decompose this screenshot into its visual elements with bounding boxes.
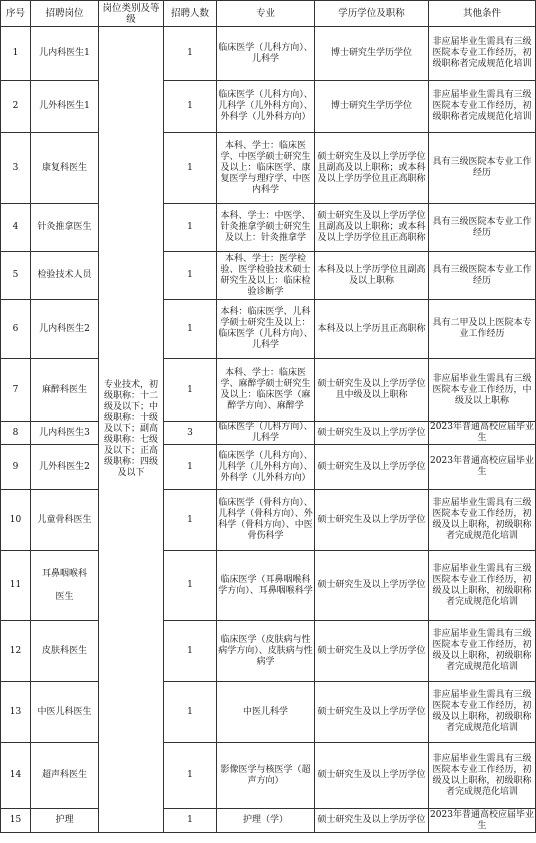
cell-major: 临床医学（儿科方向）、儿科学（儿外科方向）、外科学（儿外科方向）	[217, 445, 315, 490]
cell-other: 具有三级医院本专业工作经历	[429, 133, 536, 204]
cell-degree: 硕士研究生及以上学历学位	[315, 445, 429, 490]
cell-position: 针灸推拿医生	[31, 204, 99, 252]
cell-seq: 8	[1, 422, 31, 445]
cell-count: 1	[164, 252, 217, 300]
cell-seq: 3	[1, 133, 31, 204]
header-row	[1, 1, 536, 27]
cell-other: 具有三级医院本专业工作经历	[429, 204, 536, 252]
cell-degree: 本科及以上学历且正高职称	[315, 300, 429, 359]
cell-degree: 博士研究生学历学位	[315, 81, 429, 133]
cell-other: 非应届毕业生需具有三级医院本专业工作经历，中级及以上职称	[429, 359, 536, 422]
table-row	[1, 621, 536, 682]
cell-other: 2023年普通高校应届毕业生	[429, 445, 536, 490]
cell-major: 临床医学（儿科方向）、儿科学（儿外科方向）、外科学（儿外科方向）	[217, 81, 315, 133]
cell-count: 1	[164, 682, 217, 743]
cell-seq: 4	[1, 204, 31, 252]
header-major: 专业	[217, 1, 315, 27]
cell-degree: 硕士研究生及以上学历学位	[315, 621, 429, 682]
cell-seq: 14	[1, 743, 31, 809]
cell-position: 检验技术人员	[31, 252, 99, 300]
table-row	[1, 445, 536, 490]
cell-count: 1	[164, 445, 217, 490]
cell-degree: 本科及以上学历学位且副高及以上职称	[315, 252, 429, 300]
cell-other: 非应届毕业生需具有三级医院本专业工作经历，初级及以上职称，初级职称者完成规范化培训	[429, 490, 536, 551]
cell-position-line-2: 医生	[55, 591, 74, 602]
cell-other: 2023年普通高校应届毕业生	[430, 422, 534, 443]
cell-position: 护理	[31, 809, 99, 833]
cell-major: 本科、学士：临床医学、麻醉学硕士研究生及以上：临床医学（麻醉学方向）、麻醉学	[217, 359, 315, 422]
cell-count: 1	[164, 204, 217, 252]
cell-seq: 10	[1, 490, 31, 551]
header-count: 招聘人数	[164, 1, 217, 27]
cell-major: 本科：临床医学、儿科学硕士研究生及以上：临床医学（儿科方向）、儿科学	[217, 300, 315, 359]
cell-major: 本科、学士：临床医学、中医学硕士研究生及以上：临床医学、康复医学与理疗学、中医内科学	[217, 133, 315, 204]
cell-seq: 6	[1, 300, 31, 359]
header-category: 岗位类别及等级	[99, 1, 164, 27]
cell-seq: 7	[1, 359, 31, 422]
cell-count: 1	[164, 621, 217, 682]
cell-position: 麻醉科医生	[31, 359, 99, 422]
cell-major: 临床医学（儿科方向）、儿科学	[217, 27, 315, 81]
table-row	[1, 743, 536, 809]
cell-seq: 13	[1, 682, 31, 743]
cell-other: 2023年普通高校应届毕业生	[430, 809, 534, 831]
table-row	[1, 204, 536, 252]
header-other: 其他条件	[429, 1, 536, 27]
header-position: 招聘岗位	[31, 1, 99, 27]
cell-count: 1	[164, 359, 217, 422]
table-row	[1, 809, 536, 833]
cell-count: 1	[164, 490, 217, 551]
cell-other: 具有三级医院本专业工作经历	[429, 252, 536, 300]
cell-seq: 1	[1, 27, 31, 81]
table-row	[1, 551, 536, 621]
cell-count: 1	[164, 133, 217, 204]
cell-position: 康复科医生	[31, 133, 99, 204]
cell-seq: 9	[1, 445, 31, 490]
cell-seq: 12	[1, 621, 31, 682]
cell-degree: 硕士研究生及以上学历学位且副高及以上职称；或本科及以上学历学位且正高职称	[315, 133, 429, 204]
cell-position: 儿童骨科医生	[31, 490, 99, 551]
cell-count: 1	[164, 743, 217, 809]
cell-position: 儿外科医生2	[31, 445, 99, 490]
cell-seq: 11	[1, 551, 31, 621]
cell-other: 非应届毕业生需具有三级医院本专业工作经历，初级职称者完成规范化培训	[429, 27, 536, 81]
cell-position: 儿外科医生1	[31, 81, 99, 133]
cell-seq: 2	[1, 81, 31, 133]
cell-degree: 硕士研究生及以上学历学位且副高及以上职称；或本科及以上学历学位且正高职称	[315, 204, 429, 252]
cell-count: 1	[164, 551, 217, 621]
cell-position: 儿内科医生3	[31, 422, 99, 445]
cell-position-line-1: 耳鼻咽喉科	[41, 568, 87, 579]
cell-major: 本科、学士：中医学、针灸推拿学硕士研究生及以上：针灸推拿学	[217, 204, 315, 252]
cell-major: 临床医学（骨科方向）、儿科学（骨科方向）、外科学（骨科方向）、中医骨伤科学	[217, 490, 315, 551]
table-row	[1, 300, 536, 359]
cell-degree: 硕士研究生及以上学历学位	[315, 490, 429, 551]
cell-other: 非应届毕业生需具有三级医院本专业工作经历，初级职称者完成规范化培训	[429, 81, 536, 133]
cell-degree: 硕士研究生及以上学历学位	[315, 743, 429, 809]
cell-degree: 硕士研究生及以上学历学位	[315, 551, 429, 621]
cell-other: 具有二甲及以上医院本专业工作经历	[429, 300, 536, 359]
cell-position: 中医儿科医生	[31, 682, 99, 743]
cell-category: 专业技术，初级职称：十二级及以下；中级职称：十级及以下；副高级职称：七级及以下；正高级职称：四级及以下	[99, 27, 164, 833]
cell-major: 护理（学）	[217, 809, 315, 833]
cell-count: 1	[164, 81, 217, 133]
cell-major: 临床医学（耳鼻咽喉科学方向）、耳鼻咽喉科学	[217, 551, 315, 621]
cell-other: 非应届毕业生需具有三级医院本专业工作经历，初级及以上职称，初级职称者完成规范化培训	[429, 621, 536, 682]
table-row	[1, 422, 536, 445]
cell-degree: 硕士研究生及以上学历学位且中级及以上职称	[315, 359, 429, 422]
cell-other: 非应届毕业生需具有三级医院本专业工作经历，初级及以上职称，初级职称者完成规范化培训	[429, 682, 536, 743]
cell-count: 1	[164, 809, 217, 833]
header-seq: 序号	[1, 1, 31, 27]
cell-count: 1	[164, 300, 217, 359]
cell-degree: 硕士研究生及以上学历学位	[315, 682, 429, 743]
cell-position: 儿内科医生2	[31, 300, 99, 359]
header-degree: 学历学位及职称	[315, 1, 429, 27]
cell-position: 儿内科医生1	[31, 27, 99, 81]
cell-seq: 5	[1, 252, 31, 300]
cell-position	[31, 551, 99, 621]
cell-degree: 硕士研究生及以上学历学位	[315, 422, 429, 445]
cell-major: 中医儿科学	[217, 682, 315, 743]
cell-position: 超声科医生	[31, 743, 99, 809]
cell-major: 临床医学（儿科方向）、儿科学	[218, 422, 313, 443]
cell-seq: 15	[1, 809, 31, 833]
cell-other: 非应届毕业生需具有三级医院本专业工作经历，初级及以上职称，初级职称者完成规范化培训	[429, 551, 536, 621]
cell-degree: 硕士研究生及以上学历学位	[315, 809, 429, 833]
cell-major: 影像医学与核医学（超声方向）	[217, 743, 315, 809]
table-row	[1, 27, 536, 81]
table-row	[1, 490, 536, 551]
table-row	[1, 81, 536, 133]
cell-degree: 博士研究生学历学位	[315, 27, 429, 81]
table-row	[1, 359, 536, 422]
cell-position: 皮肤科医生	[31, 621, 99, 682]
cell-major: 本科、学士：医学检验、医学检验技术硕士研究生及以上：临床检验诊断学	[217, 252, 315, 300]
cell-count: 3	[164, 422, 217, 445]
cell-count: 1	[164, 27, 217, 81]
cell-major: 临床医学（皮肤病与性病学方向）、皮肤病与性病学	[217, 621, 315, 682]
table-row	[1, 252, 536, 300]
table-row	[1, 133, 536, 204]
table-row	[1, 682, 536, 743]
cell-other: 非应届毕业生需具有三级医院本专业工作经历，初级及以上职称，初级职称者完成规范化培训	[429, 743, 536, 809]
